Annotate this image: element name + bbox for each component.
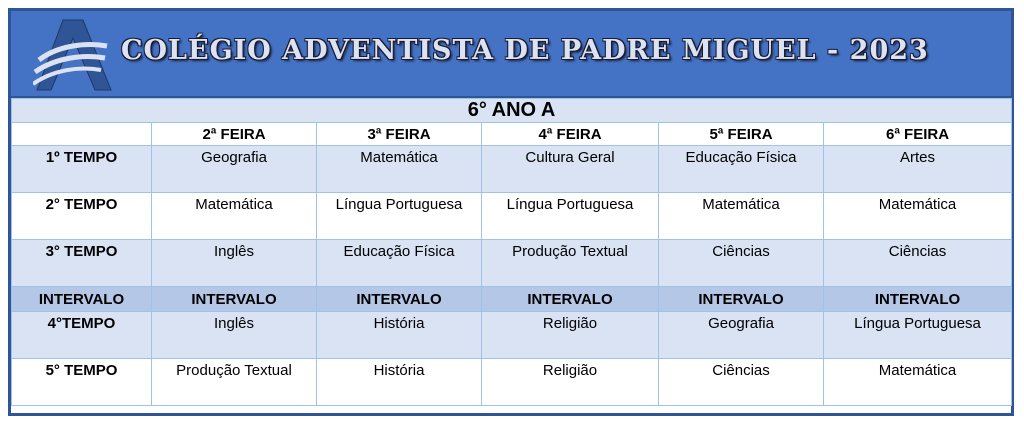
subject-cell: Língua Portuguesa	[482, 193, 659, 240]
adventist-a-logo-icon	[33, 16, 113, 92]
subject-cell: Educação Física	[317, 240, 482, 287]
interval-cell: INTERVALO	[659, 287, 824, 312]
subject-cell: Língua Portuguesa	[317, 193, 482, 240]
class-title-row	[12, 99, 1012, 123]
subject-cell: História	[317, 359, 482, 406]
subject-cell: Matemática	[824, 359, 1012, 406]
subject-cell: Ciências	[659, 240, 824, 287]
schedule-table	[11, 98, 1012, 406]
corner-cell	[12, 123, 152, 146]
day-header: 6ª FEIRA	[824, 123, 1012, 146]
subject-cell: História	[317, 312, 482, 359]
subject-cell: Ciências	[659, 359, 824, 406]
period-label: 3° TEMPO	[12, 240, 152, 287]
subject-cell: Religião	[482, 312, 659, 359]
subject-cell: Produção Textual	[152, 359, 317, 406]
period-row	[12, 146, 1012, 193]
subject-cell: Inglês	[152, 240, 317, 287]
subject-cell: Geografia	[152, 146, 317, 193]
interval-cell: INTERVALO	[317, 287, 482, 312]
subject-cell: Matemática	[824, 193, 1012, 240]
class-title: 6° ANO A	[12, 99, 1012, 123]
subject-cell: Matemática	[317, 146, 482, 193]
header-banner	[11, 11, 1011, 98]
period-label: 2° TEMPO	[12, 193, 152, 240]
day-header-row	[12, 123, 1012, 146]
interval-row	[12, 287, 1012, 312]
period-row	[12, 359, 1012, 406]
interval-cell: INTERVALO	[824, 287, 1012, 312]
subject-cell: Geografia	[659, 312, 824, 359]
subject-cell: Produção Textual	[482, 240, 659, 287]
subject-cell: Língua Portuguesa	[824, 312, 1012, 359]
schedule-frame	[8, 8, 1014, 416]
subject-cell: Ciências	[824, 240, 1012, 287]
period-label: 4°TEMPO	[12, 312, 152, 359]
subject-cell: Artes	[824, 146, 1012, 193]
period-row	[12, 312, 1012, 359]
subject-cell: Matemática	[152, 193, 317, 240]
day-header: 5ª FEIRA	[659, 123, 824, 146]
period-label: 5° TEMPO	[12, 359, 152, 406]
subject-cell: Inglês	[152, 312, 317, 359]
interval-cell: INTERVALO	[152, 287, 317, 312]
day-header: 2ª FEIRA	[152, 123, 317, 146]
subject-cell: Religião	[482, 359, 659, 406]
day-header: 3ª FEIRA	[317, 123, 482, 146]
period-row	[12, 240, 1012, 287]
subject-cell: Educação Física	[659, 146, 824, 193]
period-row	[12, 193, 1012, 240]
period-label: 1º TEMPO	[12, 146, 152, 193]
interval-label: INTERVALO	[12, 287, 152, 312]
day-header: 4ª FEIRA	[482, 123, 659, 146]
subject-cell: Matemática	[659, 193, 824, 240]
interval-cell: INTERVALO	[482, 287, 659, 312]
subject-cell: Cultura Geral	[482, 146, 659, 193]
school-title: COLÉGIO ADVENTISTA DE PADRE MIGUEL - 2023	[121, 35, 929, 66]
